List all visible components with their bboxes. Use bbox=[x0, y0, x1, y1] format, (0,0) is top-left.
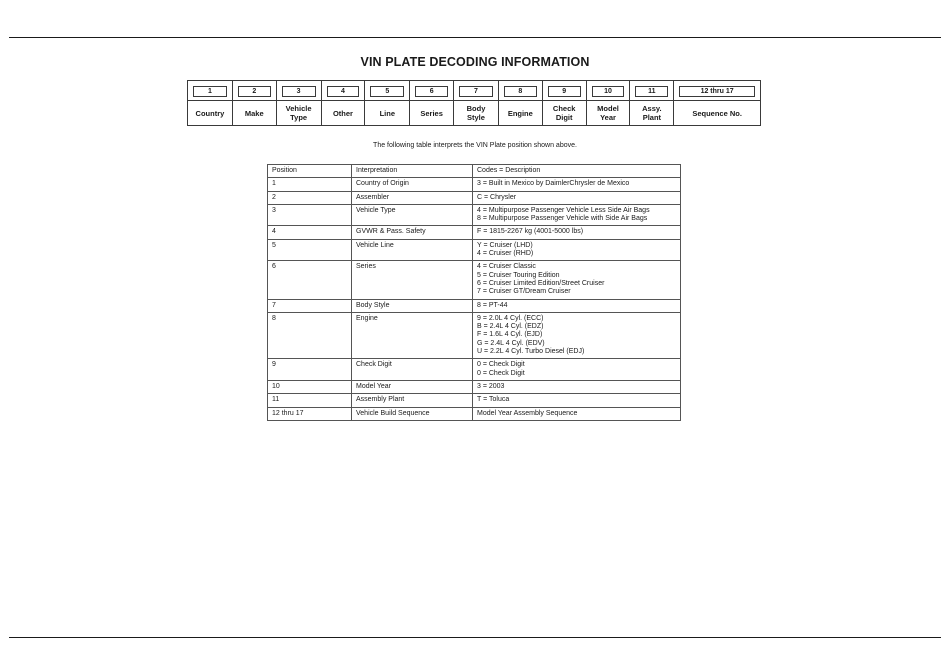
page-title: VIN PLATE DECODING INFORMATION bbox=[360, 55, 590, 69]
vin-position-label: Check Digit bbox=[543, 100, 586, 125]
cell-codes bbox=[473, 191, 681, 204]
vin-position-number: 6 bbox=[415, 86, 448, 97]
vin-position-number: 5 bbox=[370, 86, 404, 97]
vin-position-number: 10 bbox=[592, 86, 625, 97]
code-description: 0 = Check Digit bbox=[477, 369, 525, 377]
code-description: U = 2.2L 4 Cyl. Turbo Diesel (EDJ) bbox=[477, 348, 585, 356]
code-description: T = Toluca bbox=[477, 396, 510, 404]
cell-codes bbox=[473, 204, 681, 226]
code-description: 0 = Check Digit bbox=[477, 361, 525, 369]
code-description: 7 = Cruiser GT/Dream Cruiser bbox=[477, 288, 571, 296]
vin-position-cell bbox=[499, 81, 543, 125]
vin-position-number: 2 bbox=[238, 86, 271, 97]
cell-codes bbox=[473, 359, 681, 381]
vin-position-cell bbox=[233, 81, 277, 125]
table-row bbox=[268, 226, 681, 239]
cell-interpretation: Vehicle Line bbox=[352, 239, 473, 261]
vin-position-number: 4 bbox=[327, 86, 360, 97]
cell-interpretation: Vehicle Build Sequence bbox=[352, 407, 473, 420]
table-intro-note: The following table interprets the VIN Plate position shown above. bbox=[373, 142, 577, 149]
code-description: B = 2.4L 4 Cyl. (EDZ) bbox=[477, 323, 544, 331]
table-row bbox=[268, 178, 681, 191]
code-description: 9 = 2.0L 4 Cyl. (ECC) bbox=[477, 314, 544, 322]
vin-position-cell bbox=[630, 81, 674, 125]
vin-position-label: Line bbox=[365, 100, 409, 125]
cell-interpretation: Engine bbox=[352, 312, 473, 358]
cell-position: 12 thru 17 bbox=[268, 407, 352, 420]
header-position: Position bbox=[268, 165, 352, 178]
code-description: F = 1815-2267 kg (4001-5000 lbs) bbox=[477, 228, 584, 236]
code-description: Model Year Assembly Sequence bbox=[477, 409, 578, 417]
code-description: G = 2.4L 4 Cyl. (EDV) bbox=[477, 339, 545, 347]
cell-position: 2 bbox=[268, 191, 352, 204]
cell-position: 4 bbox=[268, 226, 352, 239]
code-description: 5 = Cruiser Touring Edition bbox=[477, 271, 560, 279]
cell-codes bbox=[473, 394, 681, 407]
vin-position-cell bbox=[277, 81, 322, 125]
table-row bbox=[268, 299, 681, 312]
cell-position: 8 bbox=[268, 312, 352, 358]
cell-codes bbox=[473, 261, 681, 299]
vin-position-cell bbox=[543, 81, 587, 125]
cell-codes bbox=[473, 312, 681, 358]
vin-position-label: Assy. Plant bbox=[630, 100, 673, 125]
vin-position-cell bbox=[454, 81, 499, 125]
vin-position-cell bbox=[587, 81, 631, 125]
vin-position-cell bbox=[674, 81, 760, 125]
table-row bbox=[268, 380, 681, 393]
vin-position-number: 1 bbox=[193, 86, 227, 97]
code-description: 8 = Multipurpose Passenger Vehicle with Side Air Bags bbox=[477, 215, 648, 223]
vin-position-cell bbox=[365, 81, 410, 125]
cell-position: 6 bbox=[268, 261, 352, 299]
cell-codes bbox=[473, 226, 681, 239]
cell-interpretation: Country of Origin bbox=[352, 178, 473, 191]
cell-position: 1 bbox=[268, 178, 352, 191]
header-codes: Codes = Description bbox=[473, 165, 681, 178]
table-row bbox=[268, 204, 681, 226]
vin-position-number: 8 bbox=[504, 86, 537, 97]
vin-position-cell bbox=[410, 81, 454, 125]
code-description: 3 = 2003 bbox=[477, 382, 505, 390]
vin-position-diagram bbox=[187, 80, 761, 126]
cell-interpretation: Assembler bbox=[352, 191, 473, 204]
top-rule bbox=[9, 37, 941, 38]
vin-position-number: 12 thru 17 bbox=[679, 86, 755, 97]
cell-interpretation: Series bbox=[352, 261, 473, 299]
vin-position-number: 7 bbox=[459, 86, 493, 97]
table-header-row bbox=[268, 165, 681, 178]
bottom-rule bbox=[9, 637, 941, 638]
vin-position-label: Series bbox=[410, 100, 453, 125]
cell-position: 5 bbox=[268, 239, 352, 261]
vin-position-label: Sequence No. bbox=[674, 100, 760, 125]
cell-codes bbox=[473, 299, 681, 312]
vin-position-label: Make bbox=[233, 100, 276, 125]
vin-position-label: Engine bbox=[499, 100, 542, 125]
table-row bbox=[268, 359, 681, 381]
vin-position-number: 11 bbox=[635, 86, 668, 97]
cell-position: 9 bbox=[268, 359, 352, 381]
header-interpretation: Interpretation bbox=[352, 165, 473, 178]
cell-position: 11 bbox=[268, 394, 352, 407]
code-description: Y = Cruiser (LHD) bbox=[477, 241, 533, 249]
vin-position-label: Model Year bbox=[587, 100, 630, 125]
vin-position-label: Body Style bbox=[454, 100, 498, 125]
table-row bbox=[268, 191, 681, 204]
cell-codes bbox=[473, 178, 681, 191]
code-description: 4 = Multipurpose Passenger Vehicle Less Side Air Bags bbox=[477, 206, 650, 214]
vin-position-number: 9 bbox=[548, 86, 581, 97]
cell-interpretation: Model Year bbox=[352, 380, 473, 393]
code-description: C = Chrysler bbox=[477, 193, 517, 201]
cell-codes bbox=[473, 380, 681, 393]
vin-position-cell bbox=[188, 81, 233, 125]
code-description: 3 = Built in Mexico by DaimlerChrysler de Mexico bbox=[477, 180, 630, 188]
cell-codes bbox=[473, 239, 681, 261]
cell-position: 3 bbox=[268, 204, 352, 226]
table-row bbox=[268, 261, 681, 299]
vin-position-label: Country bbox=[188, 100, 232, 125]
cell-interpretation: GVWR & Pass. Safety bbox=[352, 226, 473, 239]
cell-interpretation: Vehicle Type bbox=[352, 204, 473, 226]
table-row bbox=[268, 312, 681, 358]
code-description: 6 = Cruiser Limited Edition/Street Cruiser bbox=[477, 279, 605, 287]
vin-position-label: Other bbox=[322, 100, 365, 125]
table-row bbox=[268, 239, 681, 261]
cell-interpretation: Assembly Plant bbox=[352, 394, 473, 407]
code-description: 4 = Cruiser (RHD) bbox=[477, 250, 534, 258]
cell-position: 7 bbox=[268, 299, 352, 312]
vin-position-number: 3 bbox=[282, 86, 316, 97]
table-row bbox=[268, 407, 681, 420]
code-description: 4 = Cruiser Classic bbox=[477, 263, 536, 271]
cell-position: 10 bbox=[268, 380, 352, 393]
vin-position-cell bbox=[322, 81, 366, 125]
vin-position-label: Vehicle Type bbox=[277, 100, 321, 125]
cell-codes bbox=[473, 407, 681, 420]
code-description: 8 = PT-44 bbox=[477, 301, 508, 309]
code-description: F = 1.6L 4 Cyl. (EJD) bbox=[477, 331, 543, 339]
vin-interpretation-table bbox=[267, 164, 681, 421]
table-row bbox=[268, 394, 681, 407]
cell-interpretation: Check Digit bbox=[352, 359, 473, 381]
cell-interpretation: Body Style bbox=[352, 299, 473, 312]
